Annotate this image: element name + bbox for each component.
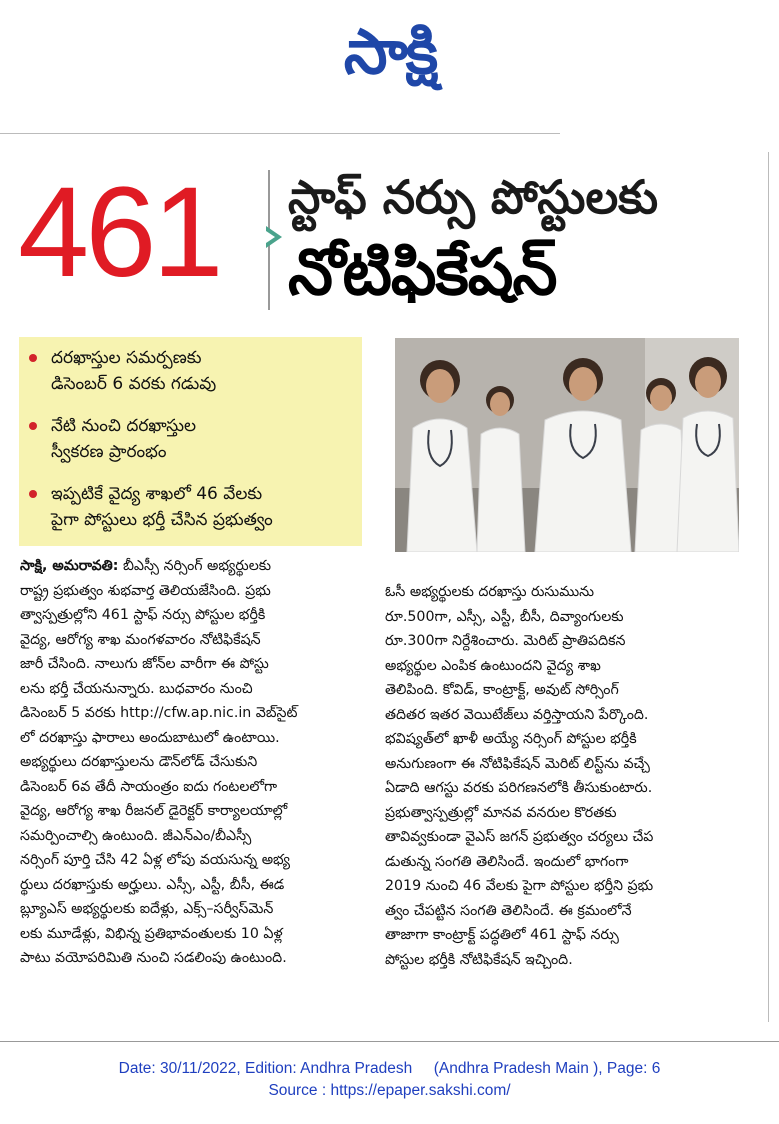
right-divider [768,152,769,1022]
highlight-item: ఇప్పటికే వైద్య శాఖలో 46 వేలకు పైగా పోస్టులు భర్తీ చేసిన ప్రభుత్వం [29,481,359,533]
masthead [0,0,779,100]
nurses-illustration [395,338,739,552]
bullet-icon [29,422,37,430]
headline-line2: నోటిఫికేషన్ [288,236,557,310]
headline-line1: స్టాఫ్ నర్సు పోస్టులకు [288,170,658,224]
dateline: సాక్షి, అమరావతి: [20,558,119,574]
highlight-item: నేటి నుంచి దరఖాస్తుల స్వీకరణ ప్రారంభం [29,413,359,465]
sakshi-logo: సాక్షి [343,15,437,88]
footer-date-edition: Date: 30/11/2022, Edition: Andhra Pradesh (Andhra Pradesh Main ), Page: 6 [118,1060,661,1077]
nurses-photo [395,338,739,552]
footer-source-link[interactable]: Source : https://epaper.sakshi.com/ [268,1082,511,1099]
article-column-2: ఓసీ అభ్యర్థులకు దరఖాస్తు రుసుమును రూ.500గా, ఎస్సీ, ఎస్టీ, బీసీ, దివ్యాంగులకు రూ.300గా నిర్దేశించారు. మెరిట్ ప్రాతిపదికన అభ్యర్థుల ఎంపిక ఉంటుందని వైద్య శాఖ తెలిపింది. కోవిడ్, కాంట్రాక్ట్, అవుట్ సోర్సింగ్ తదితర ఇతర వెయిటేజ్‌లు వర్తిస్తాయని పేర్కొంది. భవిష్యత్‌లో ఖాళీ అయ్యే నర్సింగ్ పోస్టుల భర్తీకి అనుగుణంగా ఈ నోటిఫికేషన్ మెరిట్ లిస్ట్‌ను వచ్చే ఏడాది ఆగస్టు వరకు పరిగణనలోకి తీసుకుంటారు. ప్రభుత్వాస్పత్రుల్లో మానవ వనరుల కొరతకు తావివ్వకుండా వైఎస్ జగన్ ప్రభుత్వం చర్యలు చేప డుతున్న సంగతి తెలిసిందే. ఇందులో భాగంగా 2019 నుంచి 46 వేలకు పైగా పోస్టుల భర్తీని ప్రభు త్వం చేపట్టిన సంగతి తెలిసిందే. ఈ క్రమంలోనే తాజాగా కాంట్రాక్ట్ పద్ధతిలో 461 స్టాఫ్ నర్సు పోస్టుల భర్తీకి నోటిఫికేషన్ ఇచ్చింది. [385,584,654,968]
highlights-box [19,337,362,546]
footer-divider [0,1041,779,1042]
headline-number: 461 [18,161,220,304]
footer [0,1058,779,1102]
bullet-icon [29,354,37,362]
article-column-1: సాక్షి, అమరావతి: బీఎస్సీ నర్సింగ్ అభ్యర్థులకు రాష్ట్ర ప్రభుత్వం శుభవార్త తెలియజేసింది. ప్రభు త్వాస్పత్రుల్లోని 461 స్టాఫ్ నర్సు పోస్టుల భర్తీకి వైద్య, ఆరోగ్య శాఖ మంగళవారం నోటిఫికేషన్ జారీ చేసింది. నాలుగు జోన్‌ల వారీగా ఈ పోస్టు లను భర్తీ చేయనున్నారు. బుధవారం నుంచి డిసెంబర్ 5 వరకు http://cfw.ap.nic.in వెబ్‌సైట్ లో దరఖాస్తు ఫారాలు అందుబాటులో ఉంటాయి. అభ్యర్థులు దరఖాస్తులను డౌన్‌లోడ్ చేసుకుని డిసెంబర్ 6వ తేదీ సాయంత్రం ఐదు గంటలలోగా వైద్య, ఆరోగ్య శాఖ రీజనల్ డైరెక్టర్ కార్యాలయాల్లో సమర్పించాల్సి ఉంటుంది. జీఎన్ఎం/బీఎస్సీ నర్సింగ్ పూర్తి చేసి 42 ఏళ్ల లోపు వయసున్న అభ్య ర్థులు దరఖాస్తుకు అర్హులు. ఎస్సీ, ఎస్టీ, బీసీ, ఈడ బ్ల్యూఎస్ అభ్యర్థులకు ఐదేళ్లు, ఎక్స్–సర్వీస్‌మెన్ లకు మూడేళ్లు, విభిన్న ప్రతిభావంతులకు 10 ఏళ్ల పాటు వయోపరిమితి నుంచి సడలింపు ఉంటుంది. [20,558,298,966]
bullet-icon [29,490,37,498]
top-divider [0,133,560,134]
highlight-item: దరఖాస్తుల సమర్పణకు డిసెంబర్ 6 వరకు గడువు [29,345,359,397]
